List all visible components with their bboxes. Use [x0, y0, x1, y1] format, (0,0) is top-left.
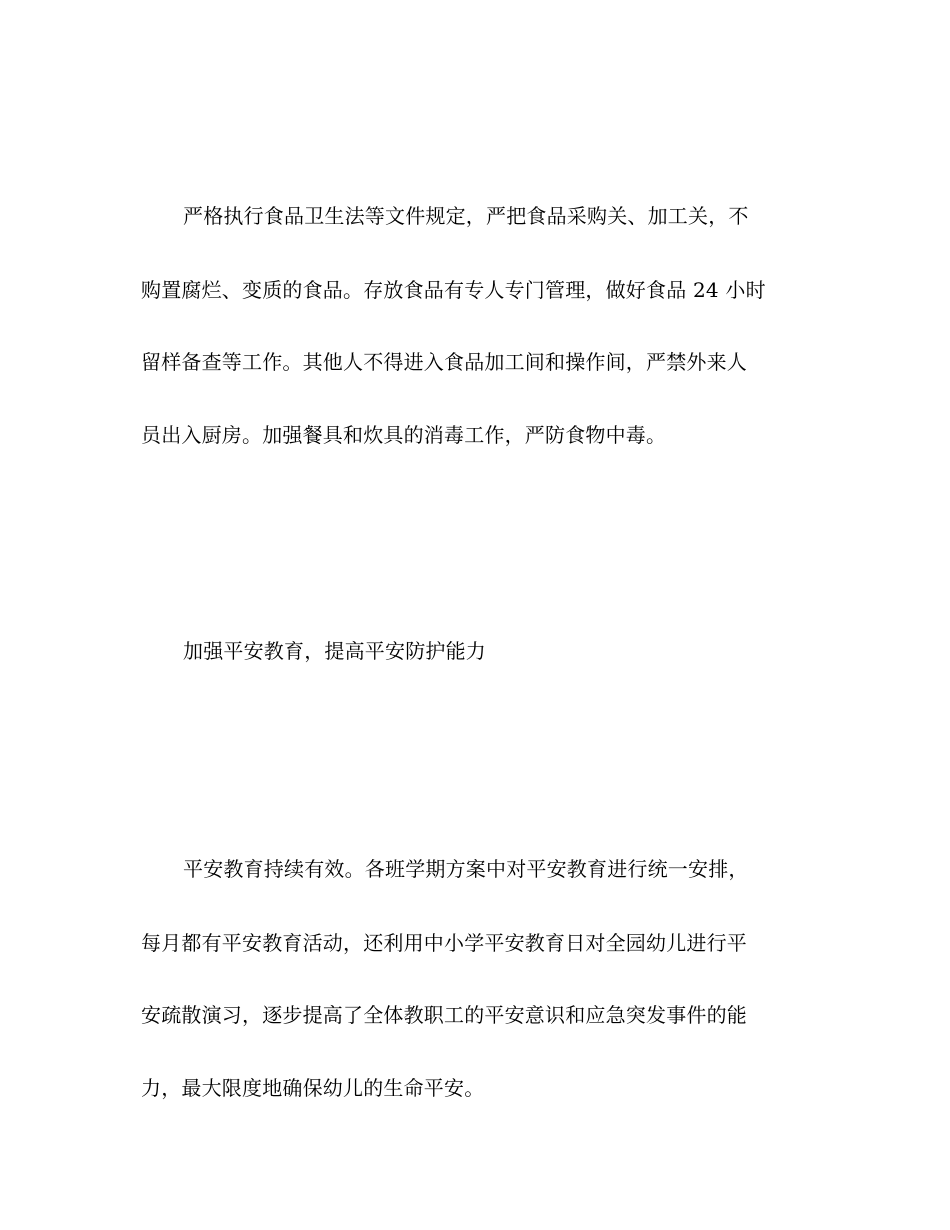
section-heading: 加强平安教育，提高平安防护能力	[183, 639, 486, 663]
paragraph-food-safety-line-4: 员出入厨房。加强餐具和炊具的消毒工作，严防食物中毒。	[141, 423, 667, 447]
paragraph-safety-education-line-3: 安疏散演习，逐步提高了全体教职工的平安意识和应急突发事件的能	[141, 1003, 747, 1027]
paragraph-safety-education-line-2: 每月都有平安教育活动，还利用中小学平安教育日对全园幼儿进行平	[141, 931, 747, 955]
paragraph-safety-education-line-1: 平安教育持续有效。各班学期方案中对平安教育进行统一安排，	[183, 857, 749, 881]
paragraph-food-safety-line-2: 购置腐烂、变质的食品。存放食品有专人专门管理，做好食品 24 小时	[141, 278, 766, 302]
paragraph-safety-education-line-4: 力，最大限度地确保幼儿的生命平安。	[141, 1076, 485, 1100]
paragraph-food-safety-line-3: 留样备查等工作。其他人不得进入食品加工间和操作间，严禁外来人	[141, 350, 747, 374]
paragraph-food-safety-line-1: 严格执行食品卫生法等文件规定，严把食品采购关、加工关，不	[183, 204, 749, 228]
